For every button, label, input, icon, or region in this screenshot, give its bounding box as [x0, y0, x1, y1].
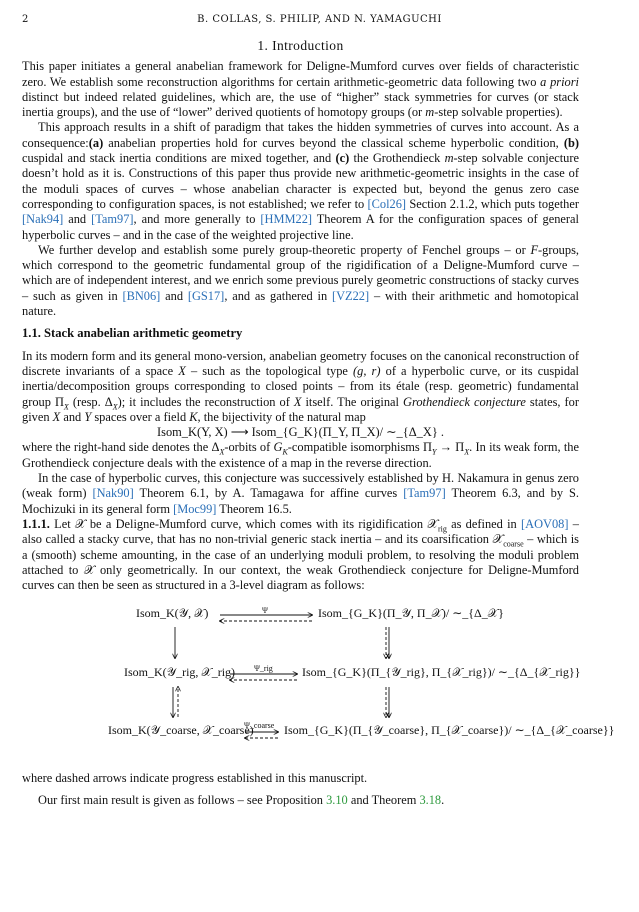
diagram-node-row2-right: Isom_{G_K}(Π_{𝒴_rig}, Π_{𝒳_rig})/ ∼_{Δ_{𝒳_rig}}: [302, 665, 581, 680]
citation-link[interactable]: [VZ22]: [331, 288, 370, 303]
closing-paragraph-1: where dashed arrows indicate progress established in this manuscript.: [22, 771, 368, 786]
diagram-node-row1-left: Isom_K(𝒴, 𝒳): [136, 606, 209, 621]
subsection-paragraph-3: In the case of hyperbolic curves, this conjecture was successively established by H. Nakamura in genus zero (weak form) [Nak90] Theorem 6.1, by A. Tamagawa for affine curves [Tam97] Theorem 6.3, and by S. Mochizuki in its general form [Moc99] Theorem 16.5.: [22, 471, 579, 516]
page-number: 2: [22, 14, 29, 25]
citation-link[interactable]: [AOV08]: [521, 516, 569, 531]
intro-paragraph-2: This approach results in a shift of paradigm that takes the hidden symmetries of curves into account. As a consequence:(a) anabelian properties hold for curves beyond the classical scheme hyperbolic condition, (b) cuspidal and stack inertia conditions are mixed together, and (c) the Grothendieck m-step solvable conjecture doesn’t hold as it is. Constructions of this paper thus provide new arithmetic-geometric insights in the case of the moduli spaces of curves – whose anabelian character is expected but, beyond the genus zero case corresponding to configuration spaces, is not established; we refer to [Col26] Section 2.1.2, which puts together [Nak94] and [Tam97], and more generally to [HMM22] Theorem A for the configuration spaces of general hyperbolic curves – and in the case of the weighted projective line.: [22, 120, 580, 242]
diagram-arrows: [22, 601, 579, 769]
theorem-link[interactable]: 3.18: [419, 792, 442, 807]
closing-paragraph-2: Our first main result is given as follows – see Proposition 3.10 and Theorem 3.18.: [38, 792, 445, 807]
section-title: 1. Introduction: [257, 38, 344, 53]
diagram-arrow-label-psi-rig: Ψ_rig: [254, 664, 273, 674]
subsection-title: 1.1. Stack anabelian arithmetic geometry: [22, 326, 243, 341]
citation-link[interactable]: [Tam97]: [403, 486, 446, 501]
subsubsection-number: 1.1.1.: [22, 516, 50, 531]
subsection-paragraph-2: where the right-hand side denotes the $\Delta_X$-orbits of $G_K$-compatible isomorphisms $\Pi_Y \to \Pi_X$. In its weak form, the Grothendieck conjecture deals with the existence of a map in the reverse direction.: [22, 440, 579, 470]
running-head: [0, 10, 639, 26]
subsection-paragraph-1: In its modern form and its general mono-version, anabelian geometry focuses on the canonical reconstruction of discrete invariants of a space X – such as the topological type (g, r) of a hyperbolic curve, or its cuspidal inertia/decomposition groups corresponding to closed points – from its étale (resp. geometric) fundamental group $\Pi_X$ (resp. $\Delta_X$); it includes the reconstruction of X itself. The original Grothendieck conjecture states, for given X and Y spaces over a field K, the bijectivity of the natural map: [22, 348, 579, 424]
diagram-node-row3-left: Isom_K(𝒴_coarse, 𝒳_coarse): [108, 723, 254, 738]
citation-link[interactable]: [Nak94]: [22, 212, 64, 227]
citation-link[interactable]: [Col26]: [367, 196, 407, 211]
citation-link[interactable]: [Moc99]: [173, 501, 217, 516]
running-head-authors: B. COLLAS, S. PHILIP, AND N. YAMAGUCHI: [197, 14, 442, 25]
subsubsection-paragraph: 1.1.1. Let 𝒳 be a Deligne-Mumford curve, which comes with its rigidification 𝒳$_{rig}$ as defined in [AOV08] – also called a stacky curve, that has no non-trivial generic stack inertia – and its coarsification 𝒳$_{coarse}$ – which is a (smooth) scheme amounting, in the case of an underlying moduli problem, to resolving the moduli problem attached to 𝒳 only geometrically. In our context, the weak Grothendieck conjecture for Deligne-Mumford curves can then be seen as structured in a 3-level diagram as follows:: [22, 516, 579, 593]
citation-link[interactable]: [GS17]: [187, 288, 225, 303]
display-formula: Isom_K(Y, X) ⟶ Isom_{G_K}(Π_Y, Π_X)/ ∼_{Δ_X} .: [157, 425, 444, 440]
body-text: [22, 38, 615, 808]
intro-paragraph-1: This paper initiates a general anabelian framework for Deligne-Mumford curves over fields of characteristic zero. We establish some reconstruction algorithms for certain arithmetic-geometric data following two a priori distinct but indeed related guidelines, which are, the use of “higher” stack symmetries for curves (or stack inertia groups), and the use of “lower” derived quotients of homotopy groups (or m-step solvable properties).: [22, 59, 579, 120]
diagram-arrow-label-psi-coarse: Ψ_coarse: [244, 721, 275, 731]
intro-paragraph-3: We further develop and establish some purely group-theoretic property of Fenchel groups – or F-groups, which correspond to the geometric fundamental group of the rigidification of a Deligne-Mumford curve – which are of independent interest, and we enrich some previous purely geometric constructions of stacky curves – such as given in [BN06] and [GS17], and as gathered in [VZ22] – with their arithmetic and homotopical nature.: [22, 242, 579, 319]
commutative-diagram: [22, 601, 615, 769]
citation-link[interactable]: [HMM22]: [260, 212, 313, 227]
diagram-arrow-label-psi: Ψ: [262, 606, 268, 616]
diagram-node-row1-right: Isom_{G_K}(Π_𝒴, Π_𝒳)/ ∼_{Δ_𝒳}: [318, 606, 504, 621]
diagram-node-row3-right: Isom_{G_K}(Π_{𝒴_coarse}, Π_{𝒳_coarse})/ ∼_{Δ_{𝒳_coarse}}: [284, 723, 615, 738]
proposition-link[interactable]: 3.10: [326, 792, 348, 807]
citation-link[interactable]: [Nak90]: [92, 486, 134, 501]
diagram-node-row2-left: Isom_K(𝒴_rig, 𝒳_rig): [124, 665, 236, 680]
citation-link[interactable]: [Tam97]: [91, 212, 134, 227]
citation-link[interactable]: [BN06]: [122, 288, 161, 303]
